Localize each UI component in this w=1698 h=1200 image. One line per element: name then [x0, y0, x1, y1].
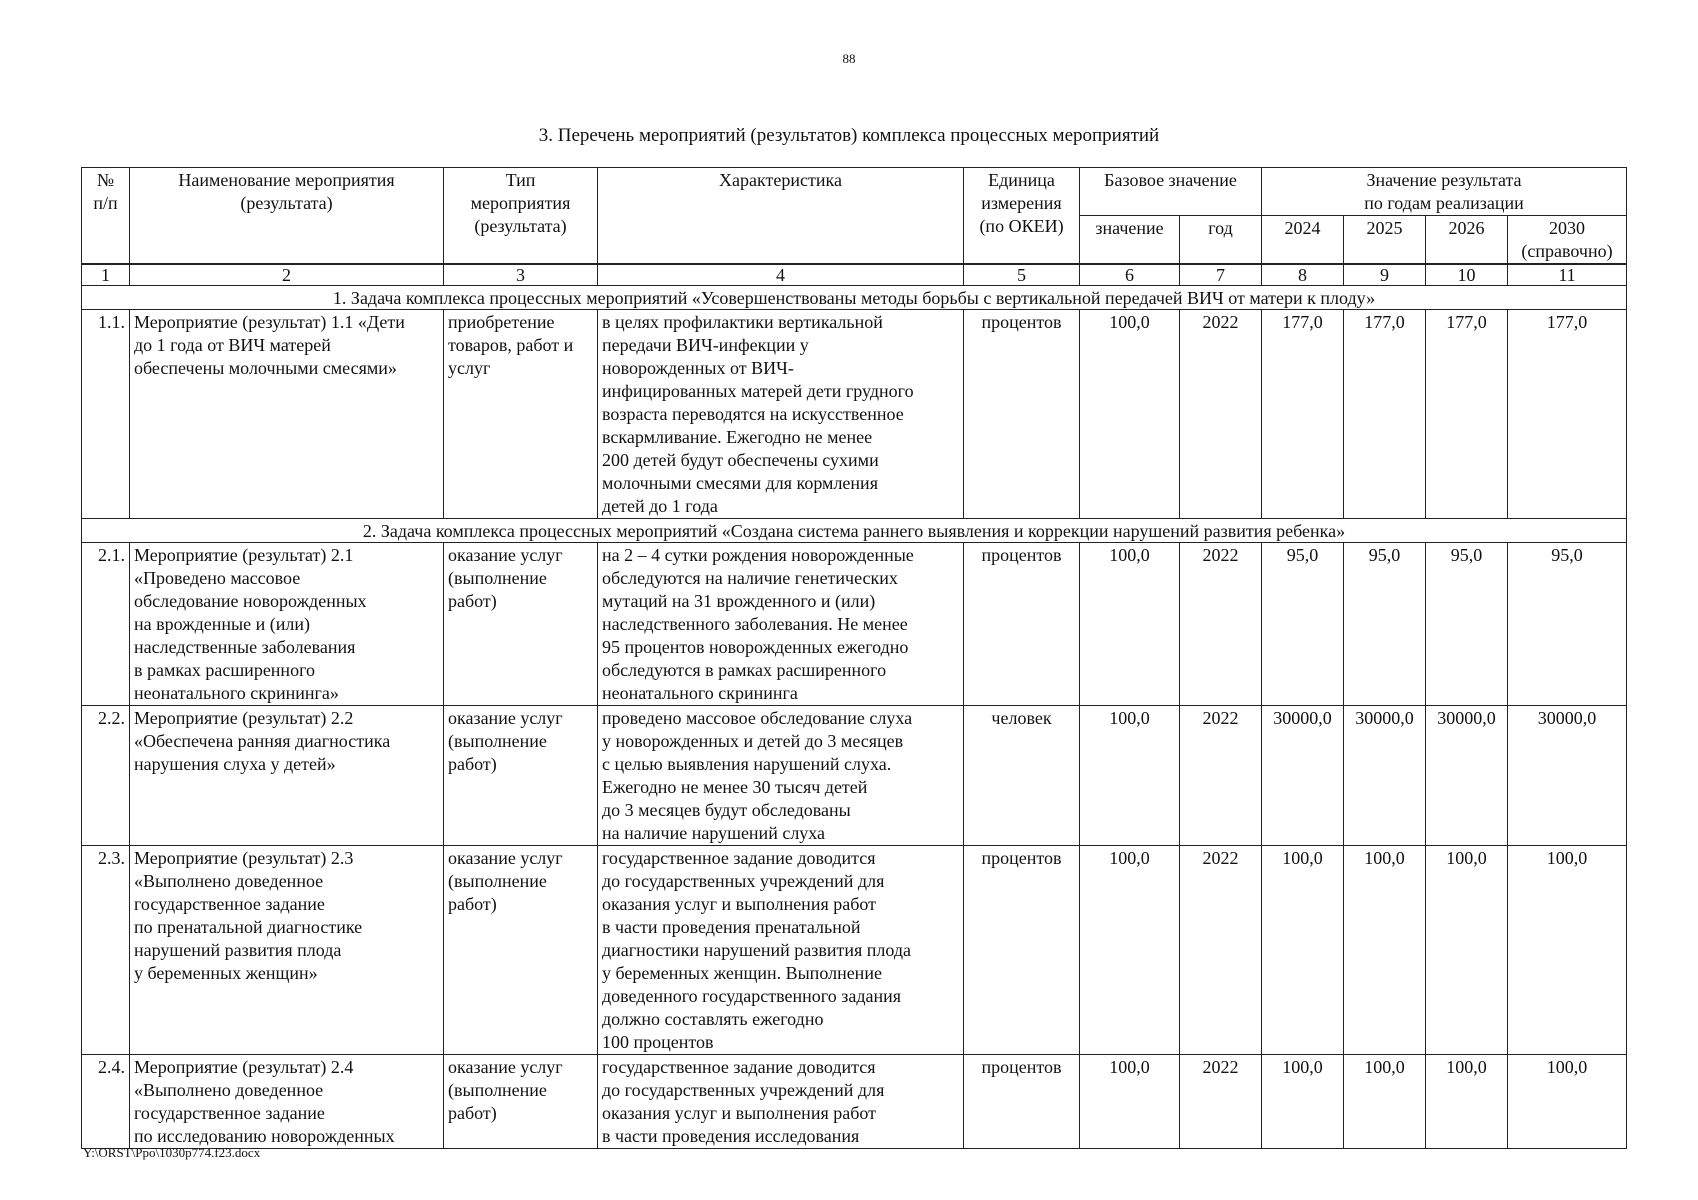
base-value: 100,0 — [1080, 543, 1180, 706]
column-number: 2 — [130, 264, 444, 286]
measure-name: Мероприятие (результат) 2.2 «Обеспечена ранняя диагностика нарушения слуха у детей» — [130, 706, 444, 846]
base-value: 100,0 — [1080, 310, 1180, 519]
column-number: 8 — [1262, 264, 1344, 286]
header-2025: 2025 — [1344, 216, 1426, 265]
header-num: № п/п — [82, 168, 130, 265]
value-2026: 100,0 — [1426, 1055, 1508, 1149]
measure-row — [82, 543, 1627, 706]
column-number: 11 — [1508, 264, 1627, 286]
value-2025: 100,0 — [1344, 846, 1426, 1055]
measures-table — [81, 167, 1627, 1149]
measure-name: Мероприятие (результат) 2.3 «Выполнено доведенное государственное задание по пренатальной диагностике нарушений развития плода у беременных женщин» — [130, 846, 444, 1055]
task-title: 2. Задача комплекса процессных мероприятий «Создана система раннего выявления и коррекции нарушений развития ребенка» — [82, 519, 1627, 543]
header-name: Наименование мероприятия (результата) — [130, 168, 444, 265]
measure-unit: процентов — [964, 543, 1080, 706]
measure-characteristic: на 2 – 4 сутки рождения новорожденные обследуются на наличие генетических мутаций на 31 врожденного и (или) наследственного заболевания. Не менее 95 процентов новорожденных ежегодно обследуются в рамках расширенного неонатального скрининга — [598, 543, 964, 706]
measure-number: 2.1. — [82, 543, 130, 706]
measure-type: оказание услуг (выполнение работ) — [444, 543, 598, 706]
measure-row — [82, 706, 1627, 846]
measure-characteristic: проведено массовое обследование слуха у новорожденных и детей до 3 месяцев с целью выявления нарушений слуха. Ежегодно не менее 30 тысяч детей до 3 месяцев будут обследованы на наличие нарушений слуха — [598, 706, 964, 846]
header-unit: Единица измерения (по ОКЕИ) — [964, 168, 1080, 265]
value-2024: 177,0 — [1262, 310, 1344, 519]
measure-row — [82, 846, 1627, 1055]
measure-name: Мероприятие (результат) 2.4 «Выполнено доведенное государственное задание по исследованию новорожденных — [130, 1055, 444, 1149]
measure-type: оказание услуг (выполнение работ) — [444, 1055, 598, 1149]
task-row — [82, 519, 1627, 543]
column-number: 9 — [1344, 264, 1426, 286]
value-2024: 100,0 — [1262, 1055, 1344, 1149]
measure-row — [82, 310, 1627, 519]
header-type: Тип мероприятия (результата) — [444, 168, 598, 265]
base-value: 100,0 — [1080, 1055, 1180, 1149]
measure-number: 1.1. — [82, 310, 130, 519]
header-2026: 2026 — [1426, 216, 1508, 265]
task-title: 1. Задача комплекса процессных мероприятий «Усовершенствованы методы борьбы с вертикальной передачей ВИЧ от матери к плоду» — [82, 286, 1627, 310]
measure-number: 2.4. — [82, 1055, 130, 1149]
value-2030: 100,0 — [1508, 846, 1627, 1055]
measure-number: 2.2. — [82, 706, 130, 846]
measure-type: оказание услуг (выполнение работ) — [444, 706, 598, 846]
measure-unit: процентов — [964, 310, 1080, 519]
value-2024: 30000,0 — [1262, 706, 1344, 846]
column-number: 1 — [82, 264, 130, 286]
value-2030: 30000,0 — [1508, 706, 1627, 846]
value-2024: 100,0 — [1262, 846, 1344, 1055]
value-2025: 95,0 — [1344, 543, 1426, 706]
base-year: 2022 — [1180, 846, 1262, 1055]
header-base: Базовое значение — [1080, 168, 1262, 216]
value-2025: 30000,0 — [1344, 706, 1426, 846]
measure-unit: процентов — [964, 1055, 1080, 1149]
measure-characteristic: государственное задание доводится до государственных учреждений для оказания услуг и выполнения работ в части проведения исследования — [598, 1055, 964, 1149]
footer-file-path: Y:\ORST\Ppo\1030p774.f23.docx — [83, 1145, 261, 1160]
column-number: 4 — [598, 264, 964, 286]
column-number-row — [82, 264, 1627, 286]
measure-unit: процентов — [964, 846, 1080, 1055]
value-2024: 95,0 — [1262, 543, 1344, 706]
base-year: 2022 — [1180, 310, 1262, 519]
base-value: 100,0 — [1080, 706, 1180, 846]
header-row — [82, 168, 1627, 216]
section-title: 3. Перечень мероприятий (результатов) комплекса процессных мероприятий — [538, 125, 1160, 146]
measure-row — [82, 1055, 1627, 1149]
header-characteristic: Характеристика — [598, 168, 964, 265]
header-base-year: год — [1180, 216, 1262, 265]
measure-unit: человек — [964, 706, 1080, 846]
value-2030: 95,0 — [1508, 543, 1627, 706]
column-number: 5 — [964, 264, 1080, 286]
measure-number: 2.3. — [82, 846, 130, 1055]
base-year: 2022 — [1180, 706, 1262, 846]
value-2030: 177,0 — [1508, 310, 1627, 519]
base-year: 2022 — [1180, 1055, 1262, 1149]
header-2030: 2030 (справочно) — [1508, 216, 1627, 265]
header-result: Значение результата по годам реализации — [1262, 168, 1627, 216]
page-number: 88 — [842, 51, 856, 66]
column-number: 7 — [1180, 264, 1262, 286]
column-number: 6 — [1080, 264, 1180, 286]
value-2026: 95,0 — [1426, 543, 1508, 706]
measure-characteristic: в целях профилактики вертикальной передачи ВИЧ-инфекции у новорожденных от ВИЧ- инфицированных матерей дети грудного возраста переводятся на искусственное вскармливание. Ежегодно не менее 200 детей будут обеспечены сухими молочными смесями для кормления детей до 1 года — [598, 310, 964, 519]
task-row — [82, 286, 1627, 310]
column-number: 3 — [444, 264, 598, 286]
header-2024: 2024 — [1262, 216, 1344, 265]
measure-name: Мероприятие (результат) 1.1 «Дети до 1 года от ВИЧ матерей обеспечены молочными смесями» — [130, 310, 444, 519]
column-number: 10 — [1426, 264, 1508, 286]
header-base-value: значение — [1080, 216, 1180, 265]
value-2025: 177,0 — [1344, 310, 1426, 519]
measure-characteristic: государственное задание доводится до государственных учреждений для оказания услуг и выполнения работ в части проведения пренатальной диагностики нарушений развития плода у беременных женщин. Выполнение доведенного государственного задания должно составлять ежегодно 100 процентов — [598, 846, 964, 1055]
measure-name: Мероприятие (результат) 2.1 «Проведено массовое обследование новорожденных на врожденные и (или) наследственные заболевания в рамках расширенного неонатального скрининга» — [130, 543, 444, 706]
value-2025: 100,0 — [1344, 1055, 1426, 1149]
base-year: 2022 — [1180, 543, 1262, 706]
value-2026: 30000,0 — [1426, 706, 1508, 846]
measure-type: оказание услуг (выполнение работ) — [444, 846, 598, 1055]
value-2030: 100,0 — [1508, 1055, 1627, 1149]
measure-type: приобретение товаров, работ и услуг — [444, 310, 598, 519]
value-2026: 100,0 — [1426, 846, 1508, 1055]
value-2026: 177,0 — [1426, 310, 1508, 519]
base-value: 100,0 — [1080, 846, 1180, 1055]
